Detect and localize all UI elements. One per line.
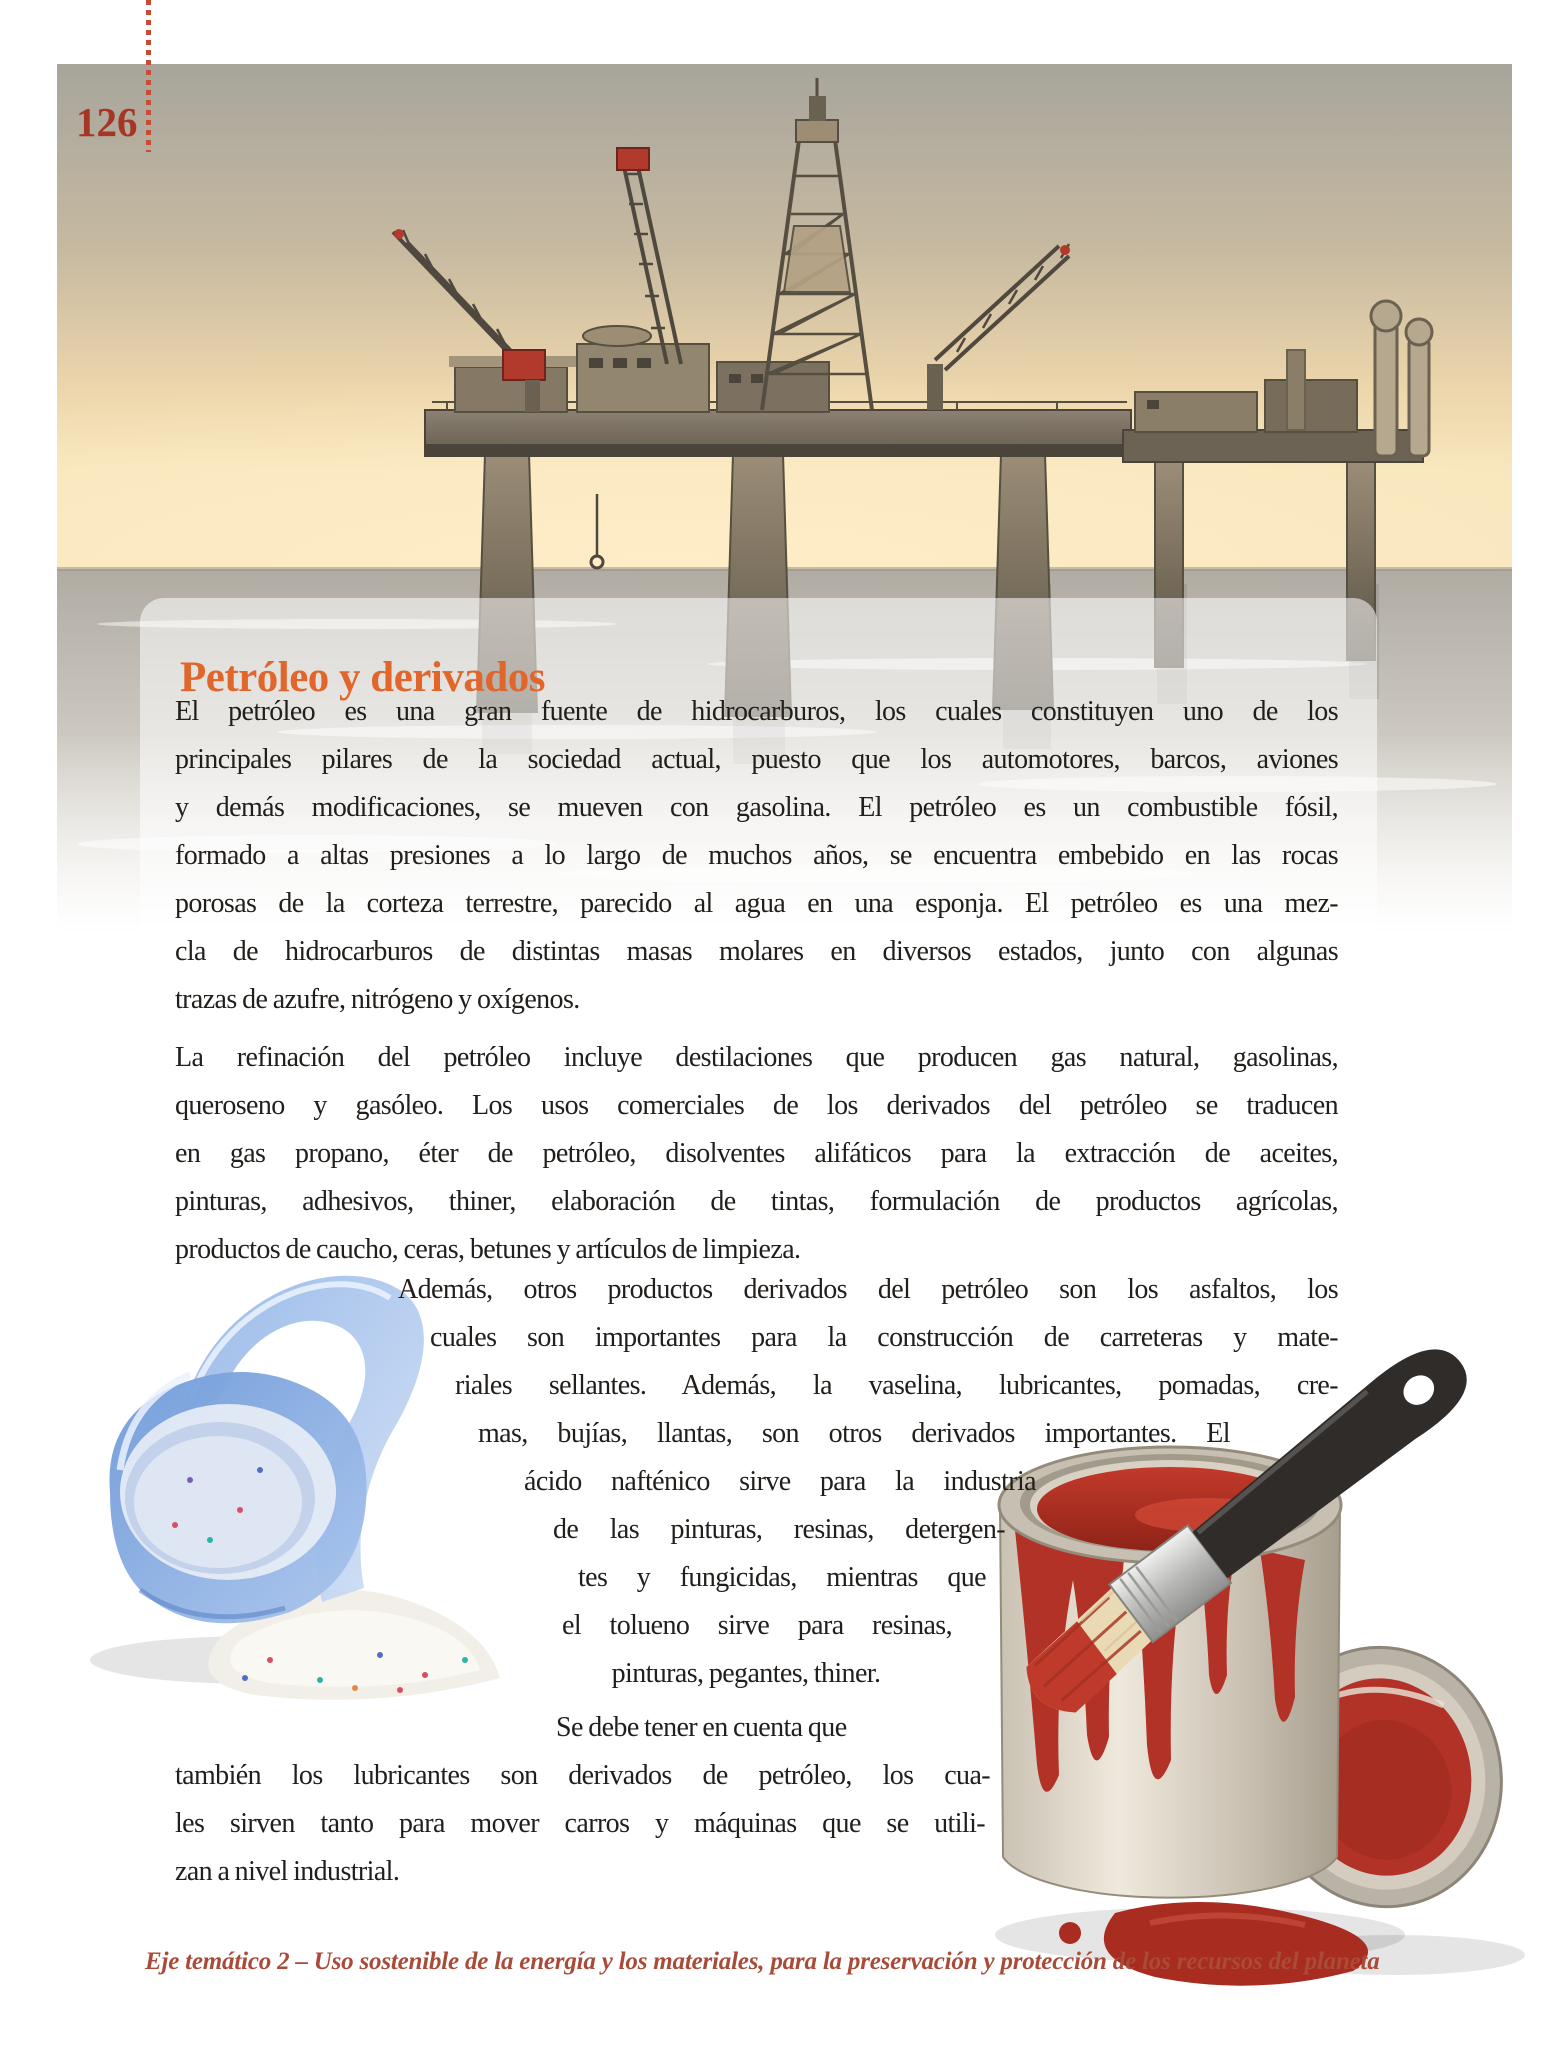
text-line: La refinación del petróleo incluye destilaciones que producen gas natural, gasolinas, [175, 1042, 1338, 1073]
text-line: mas, bujías, llantas, son otros derivados importantes. El [478, 1418, 1230, 1449]
text-line: pinturas, adhesivos, thiner, elaboración de tintas, formulación de productos agrícolas, [175, 1186, 1338, 1217]
text-line: zan a nivel industrial. [175, 1856, 400, 1887]
text-line: tes y fungicidas, mientras que [578, 1562, 986, 1593]
text-line: pinturas, pegantes, thiner. [611, 1658, 881, 1689]
footer-strapline: Eje temático 2 – Uso sostenible de la energía y los materiales, para la preservación y protección de los recursos del planeta [145, 1948, 1380, 1975]
text-line: queroseno y gasóleo. Los usos comerciales de los derivados del petróleo se traducen [175, 1090, 1338, 1121]
text-line: El petróleo es una gran fuente de hidrocarburos, los cuales constituyen uno de los [175, 696, 1338, 727]
text-line: y demás modificaciones, se mueven con gasolina. El petróleo es un combustible fósil, [175, 792, 1338, 823]
text-line: también los lubricantes son derivados de petróleo, los cua- [175, 1760, 990, 1791]
text-line: de las pinturas, resinas, detergen- [553, 1514, 1005, 1545]
text-line: productos de caucho, ceras, betunes y artículos de limpieza. [175, 1234, 801, 1265]
text-line: ácido nafténico sirve para la industria [524, 1466, 1036, 1497]
text-line: Además, otros productos derivados del petróleo son los asfaltos, los [398, 1274, 1338, 1305]
section-heading: Petróleo y derivados [180, 653, 545, 701]
text-line: el tolueno sirve para resinas, [562, 1610, 952, 1641]
text-line: trazas de azufre, nitrógeno y oxígenos. [175, 984, 580, 1015]
text-line: en gas propano, éter de petróleo, disolventes alifáticos para la extracción de aceites, [175, 1138, 1338, 1169]
text-line: formado a altas presiones a lo largo de muchos años, se encuentra embebido en las rocas [175, 840, 1338, 871]
text-line: les sirven tanto para mover carros y máquinas que se utili- [175, 1808, 985, 1839]
text-line: principales pilares de la sociedad actual, puesto que los automotores, barcos, aviones [175, 744, 1338, 775]
text-line: riales sellantes. Además, la vaselina, lubricantes, pomadas, cre- [455, 1370, 1338, 1401]
dotted-margin-rule [146, 0, 151, 152]
page-number: 126 [76, 99, 138, 145]
text-line: cuales son importantes para la construcción de carreteras y mate- [430, 1322, 1338, 1353]
text-line: Se debe tener en cuenta que [556, 1712, 847, 1743]
text-line: porosas de la corteza terrestre, parecido al agua en una esponja. El petróleo es una mez- [175, 888, 1338, 919]
text-line: cla de hidrocarburos de distintas masas molares en diversos estados, junto con algunas [175, 936, 1338, 967]
